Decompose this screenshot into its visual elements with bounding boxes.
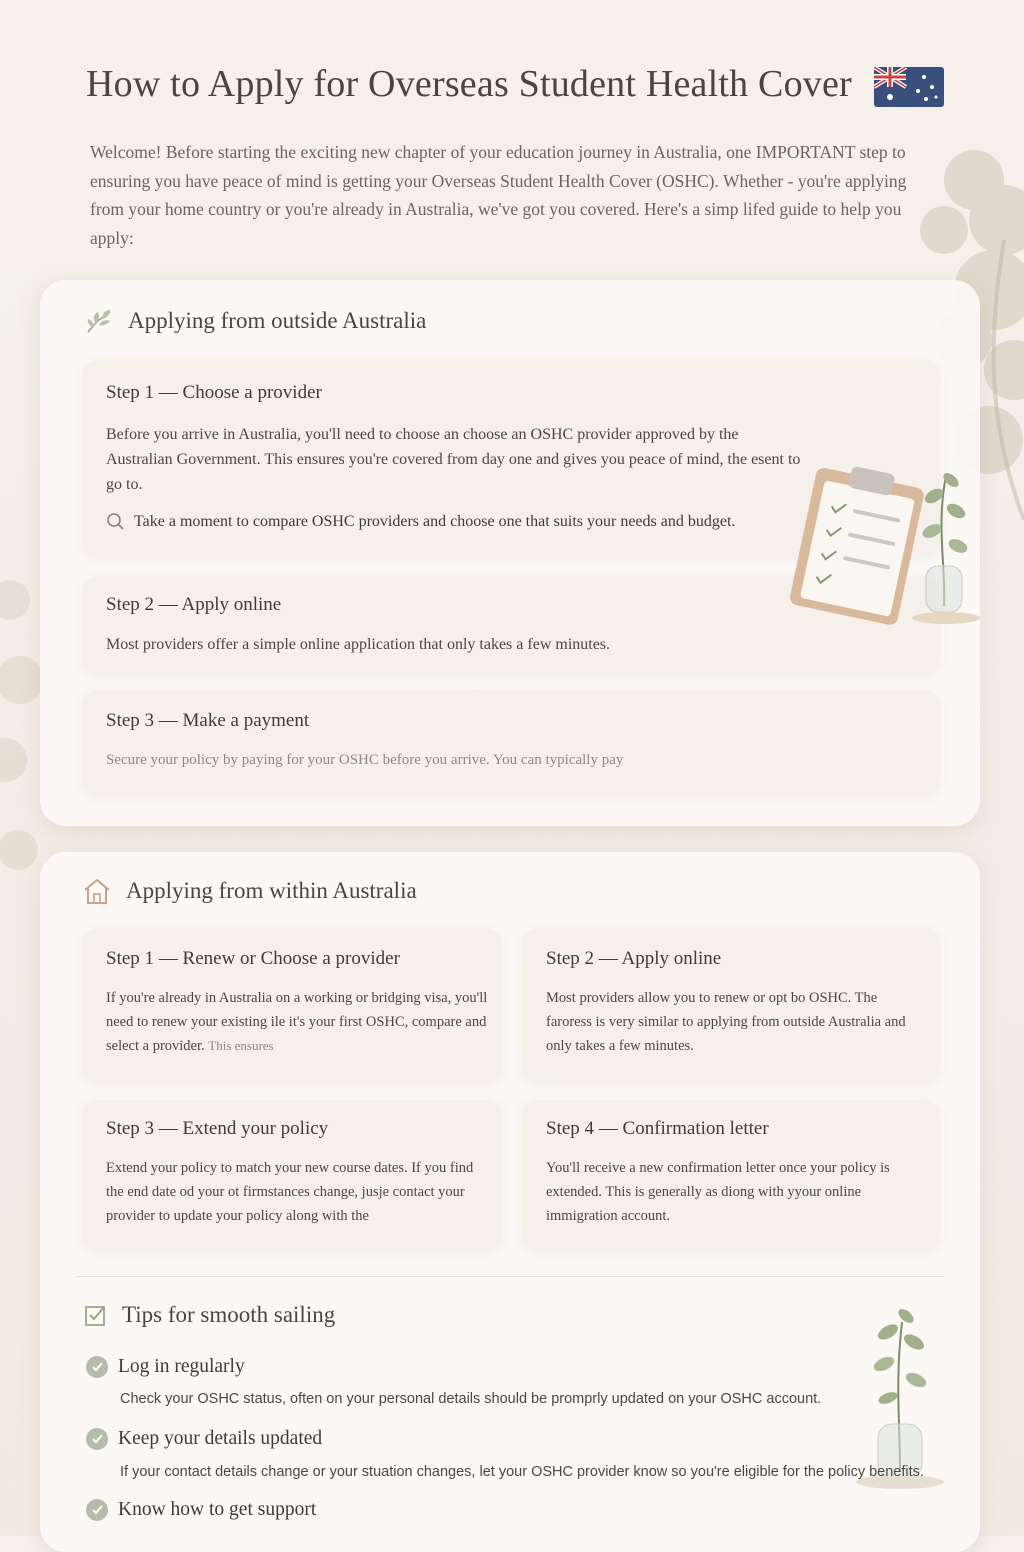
tip-title: Keep your details updated bbox=[118, 1428, 323, 1449]
house-icon bbox=[82, 876, 112, 906]
step-body-text: If you're already in Australia on a working or bridging visa, you'll need to renew your existing ile it's your first OSHC, compare and select a provider. bbox=[106, 990, 488, 1054]
step-tip bbox=[106, 512, 735, 532]
within-heading: Applying from within Australia bbox=[126, 878, 417, 903]
step-title: Step 3 — Make a payment bbox=[106, 710, 310, 731]
step-body: Secure your policy by paying for your OSHC before you arrive. You can typically pay bbox=[106, 752, 624, 768]
step-body-faded: This ensures bbox=[208, 1038, 274, 1053]
tip-description: If your contact details change or your stuation changes, let your OSHC provider know so you're eligible for the policy benefits. bbox=[120, 1464, 924, 1480]
outside-section-header bbox=[84, 306, 426, 336]
step-body: You'll receive a new confirmation letter once your policy is extended. This is generally as diong with yyour online immigration account. bbox=[546, 1160, 890, 1224]
section-divider bbox=[76, 1276, 944, 1277]
tip-item bbox=[86, 1499, 316, 1521]
outside-step-3 bbox=[82, 690, 940, 794]
within-step-3 bbox=[82, 1100, 502, 1248]
check-circle-icon bbox=[86, 1356, 108, 1378]
tip-description: Check your OSHC status, often on your personal details should be promprly updated on your OSHC account. bbox=[120, 1391, 822, 1407]
within-step-1 bbox=[82, 928, 502, 1080]
clipboard-illustration bbox=[786, 456, 980, 626]
within-section-header bbox=[82, 876, 417, 906]
tip-item bbox=[86, 1428, 322, 1450]
tips-section-header bbox=[84, 1302, 335, 1328]
tip-title: Know how to get support bbox=[118, 1499, 317, 1520]
intro-paragraph: Welcome! Before starting the exciting new chapter of your education journey in Australia, one IMPORTANT step to ensuring you have peace of mind is getting your Overseas Student Health Cover (OSHC). Whether - you're applying from your home country or you're already in Australia, we've got you covered. Here's a simp lifed guide to help you apply: bbox=[90, 142, 907, 248]
step-title: Step 3 — Extend your policy bbox=[106, 1118, 329, 1139]
outside-heading: Applying from outside Australia bbox=[128, 308, 427, 333]
step-title: Step 1 — Renew or Choose a provider bbox=[106, 948, 400, 969]
step-body: Extend your policy to match your new course dates. If you find the end date od your ot firmstances change, jusje contact your provider to update your policy along with the bbox=[106, 1160, 474, 1224]
step-body: Before you arrive in Australia, you'll need to choose an choose an OSHC provider approved by the Australian Government. This ensures you're covered from day one and gives you peace of mind, the esent to go to. bbox=[106, 426, 801, 493]
step-tip-text: Take a moment to compare OSHC providers and choose one that suits your needs and budget. bbox=[134, 513, 736, 530]
step-title: Step 2 — Apply online bbox=[546, 948, 722, 969]
within-step-4 bbox=[522, 1100, 940, 1248]
leaf-icon bbox=[84, 306, 114, 336]
step-body: Most providers allow you to renew or opt bo OSHC. The faroress is very similar to applying from outside Australia and only takes a few minutes. bbox=[546, 990, 906, 1054]
step-title: Step 1 — Choose a provider bbox=[106, 382, 322, 403]
checkbox-icon bbox=[84, 1303, 108, 1327]
tip-title: Log in regularly bbox=[118, 1356, 245, 1377]
check-circle-icon bbox=[86, 1499, 108, 1521]
step-title: Step 2 — Apply online bbox=[106, 594, 282, 615]
check-circle-icon bbox=[86, 1428, 108, 1450]
step-title: Step 4 — Confirmation letter bbox=[546, 1118, 769, 1139]
step-body: Most providers offer a simple online application that only takes a few minutes. bbox=[106, 636, 611, 653]
step-body bbox=[106, 986, 490, 1058]
outside-australia-card bbox=[40, 280, 980, 826]
page-title-text: How to Apply for Overseas Student Health Cover bbox=[86, 63, 852, 105]
tip-item bbox=[86, 1356, 245, 1378]
search-icon bbox=[106, 512, 126, 532]
page-title bbox=[86, 62, 986, 107]
australian-flag-icon bbox=[874, 67, 944, 107]
within-step-2 bbox=[522, 928, 940, 1080]
tips-heading: Tips for smooth sailing bbox=[122, 1302, 336, 1327]
